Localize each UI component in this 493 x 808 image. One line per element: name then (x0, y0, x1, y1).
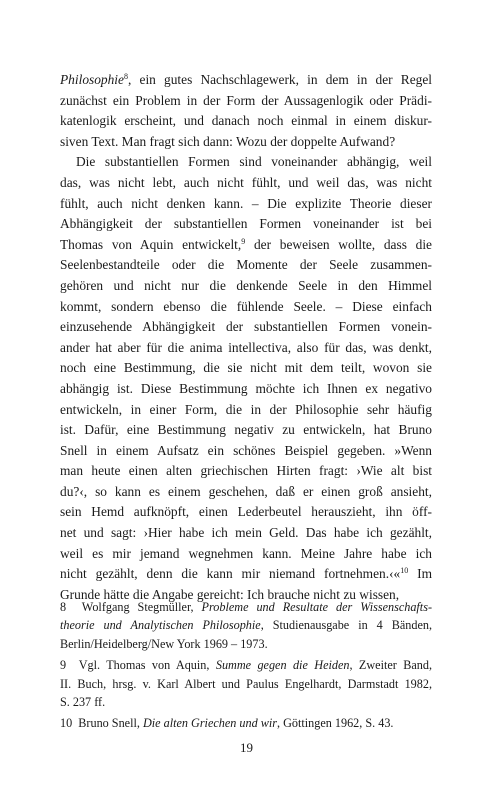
text-line: Thomas von Aquin entwickelt,$^9$ der beweisen wollte, dass die (60, 236, 432, 252)
text-line: ist. Dafür, eine Bestimmung negativ zu entwickeln, hat Bruno (60, 422, 432, 438)
footnote-line: Berlin/Heidelberg/New York 1969 – 1973. (60, 636, 268, 651)
text-line: sein Hemd aufknöpft, einen Lederbeutel herauszieht, ihn öff- (60, 504, 432, 520)
body-text (60, 70, 432, 605)
footnote-ref: 9 (241, 236, 246, 246)
text-line: Philosophie$^8$, ein gutes Nachschlagewerk, in dem in der Regel (60, 72, 432, 87)
footnote-10 (60, 714, 432, 732)
text-line: du?‹, so kann es einem geschehen, daß er einen groß ansieht, (60, 483, 432, 499)
text-line: noch eine Bestimmung, die sie nicht mit dem teilt, wovon sie (60, 360, 432, 376)
footnote-8 (60, 598, 432, 653)
page-number: 19 (240, 740, 253, 755)
footnote-9 (60, 656, 432, 711)
text-line: Grunde hätte die Angabe gereicht: Ich brauche nicht zu wissen, (60, 586, 400, 602)
footnote-ref: 8 (123, 72, 128, 81)
text-line: entwickeln, in einer Form, die in der Philosophie sehr häufig (60, 401, 432, 417)
text-line: Die substantiellen Formen sind voneinander abhängig, weil (76, 154, 432, 170)
text-line: net und sagt: ›Hier habe ich mein Geld. Das habe ich gezählt, (60, 525, 432, 541)
text-line: weil es mir jemand wegnehmen kann. Meine Jahre habe ich (60, 545, 432, 561)
text-line: Abhängigkeit der substantiellen Formen voneinander ist bei (60, 216, 432, 232)
text-line: katenlogik erscheint, und danach noch einmal in einem diskur- (60, 113, 432, 129)
text-line: man heute einen alten griechischen Hirten fragt: ›Wie alt bist (60, 463, 432, 479)
text-line: ander hat aber für die anima intellectiva, also für das, was denkt, (60, 339, 432, 355)
text-line: einzusehende Abhängigkeit der substantiellen Formen vonein- (60, 319, 432, 335)
text-line: nicht gezählt, denn die kann mir niemand fortnehmen.‹«$^{10}$ Im (60, 566, 432, 582)
text-line: abhängig ist. Diese Bestimmung möchte ich Ihnen ex negativo (60, 380, 432, 396)
text-line: das, was nicht lebt, auch nicht fühlt, und weil das, was nicht (60, 174, 432, 190)
footnote-line: 10 Bruno Snell, Die alten Griechen und wir, Göttingen 1962, S. 43. (60, 716, 394, 731)
footnote-line: 9 Vgl. Thomas von Aquin, Summe gegen die Heiden, Zweiter Band, (60, 658, 432, 673)
footnote-line: II. Buch, hrsg. v. Karl Albert und Paulus Engelhardt, Darmstadt 1982, (60, 676, 432, 691)
footnote-ref: 10 (400, 566, 409, 576)
text-line: kommt, sondern ebenso die fühlende Seele. – Diese einfach (60, 298, 432, 314)
text-line: Snell in einem Aufsatz ein schönes Beispiel gegeben. »Wenn (60, 442, 432, 458)
footnotes (60, 598, 432, 733)
text-line: zunächst ein Problem in der Form der Aussagenlogik oder Prädi- (60, 92, 432, 108)
footnote-line: S. 237 ff. (60, 694, 106, 709)
text-line: fühlt, auch nicht denken kann. – Die explizite Theorie dieser (60, 195, 432, 211)
text-line: Seelenbestandteile oder die Momente der Seele zusammen- (60, 257, 432, 273)
text-line: gehören und nicht nur die denkende Seele in den Himmel (60, 277, 432, 293)
text-line: siven Text. Man fragt sich dann: Wozu der doppelte Aufwand? (60, 133, 396, 149)
footnote-line: 8 Wolfgang Stegmüller, Probleme und Resultate der Wissenschafts- (60, 600, 432, 614)
footnote-line: theorie und Analytischen Philosophie, Studienausgabe in 4 Bänden, (60, 618, 432, 633)
